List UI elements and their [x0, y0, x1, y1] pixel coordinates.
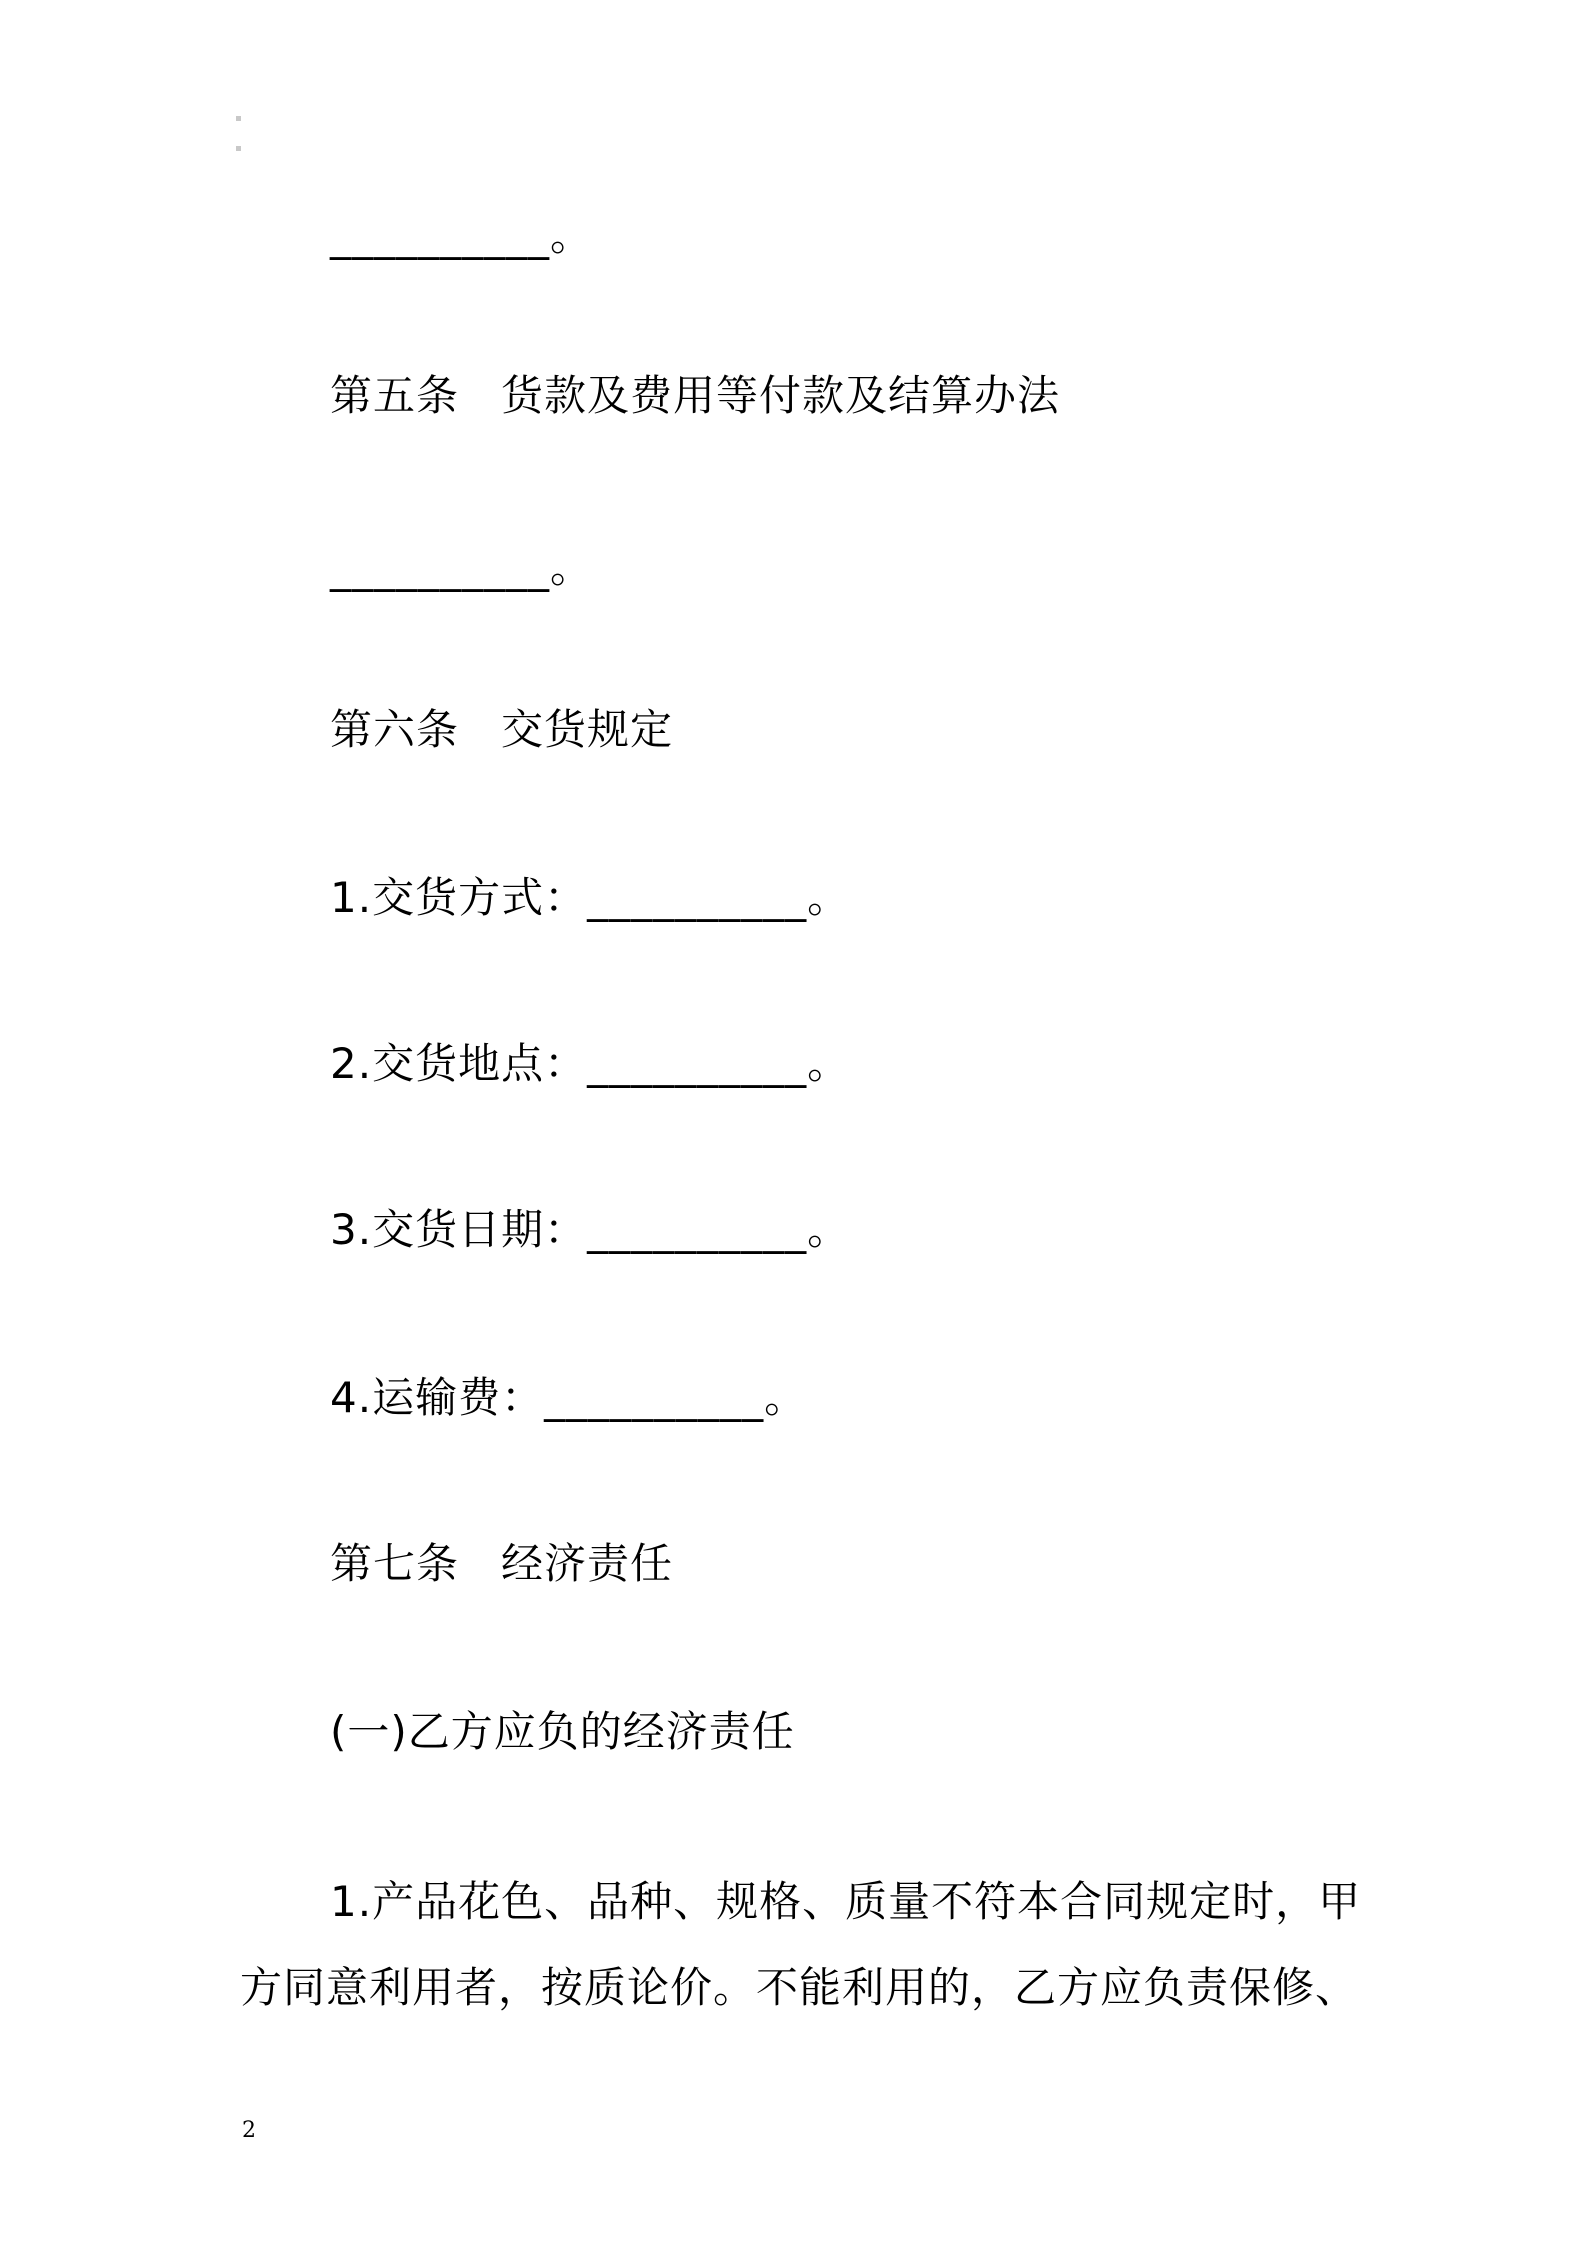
scan-mark [236, 146, 241, 151]
section-heading: (一)乙方应负的经济责任 [330, 1707, 795, 1756]
page-number: 2 [242, 2118, 256, 2143]
blank-line: __________。 [330, 211, 594, 260]
delivery-date: 3.交货日期：__________。 [330, 1205, 851, 1254]
blank-line: __________。 [330, 543, 594, 592]
article-6-title: 交货规定 [501, 705, 674, 754]
transport-fee: 4.运输费：__________。 [330, 1373, 808, 1422]
article-6-heading [330, 704, 673, 756]
paragraph-line: 方同意利用者，按质论价。不能利用的，乙方应负责保修、 [240, 1963, 1359, 2012]
article-5-heading [330, 370, 1060, 422]
article-7-number: 第七条 [330, 1539, 460, 1588]
article-5-number: 第五条 [330, 371, 460, 420]
article-5-title: 货款及费用等付款及结算办法 [501, 371, 1061, 420]
article-6-number: 第六条 [330, 705, 460, 754]
delivery-method: 1.交货方式：__________。 [330, 873, 851, 922]
article-7-heading [330, 1538, 673, 1590]
paragraph-line: 1.产品花色、品种、规格、质量不符本合同规定时，甲 [330, 1877, 1362, 1926]
article-7-title: 经济责任 [501, 1539, 674, 1588]
scan-mark [236, 116, 241, 121]
delivery-location: 2.交货地点：__________。 [330, 1039, 851, 1088]
